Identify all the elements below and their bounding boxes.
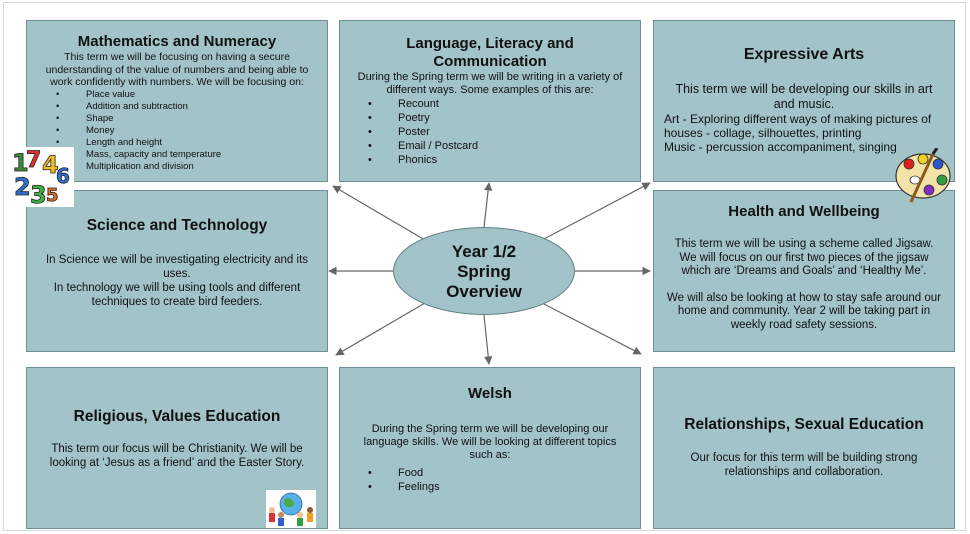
list-item: • Money — [27, 125, 327, 137]
health-p1: This term we will be using a scheme called Jigsaw. We will focus on our first two pieces of the jigsaw which are ‘Dreams and Goals’ and ‘Healthy Me’. — [674, 238, 934, 277]
science-p2: In technology we will be using tools and different techniques to create bird feeders. — [53, 282, 301, 308]
relationships-title: Relationships, Sexual Education — [684, 416, 924, 433]
health-p2: We will also be looking at how to stay safe around our home and community. Year 2 will be taking part in weekly road safety sessions. — [666, 291, 942, 331]
arts-title: Expressive Arts — [743, 46, 865, 63]
svg-text:2: 2 — [14, 173, 31, 201]
religious-p1: This term our focus will be Christianity. We will be looking at ‘Jesus as a friend’ and the Easter Story. — [49, 443, 305, 469]
svg-text:6: 6 — [56, 164, 70, 188]
paint-palette-icon — [893, 148, 957, 206]
svg-text:5: 5 — [46, 185, 59, 206]
language-list — [340, 97, 640, 167]
arrow-to-arts — [542, 183, 650, 240]
list-item: • Addition and subtraction — [27, 101, 327, 113]
relationships-box — [653, 367, 955, 529]
children-globe-icon — [266, 490, 316, 528]
svg-text:3: 3 — [30, 181, 47, 207]
welsh-title: Welsh — [468, 385, 512, 402]
list-item: • Mass, capacity and temperature — [27, 149, 327, 161]
center-line-2: Spring — [457, 262, 511, 281]
science-box — [26, 190, 328, 352]
list-item: • Shape — [27, 113, 327, 125]
arrow-to-relationships — [542, 303, 641, 354]
arrow-to-maths — [333, 186, 425, 240]
arrow-to-welsh — [484, 315, 489, 364]
list-item: • Food — [340, 466, 640, 480]
welsh-intro: During the Spring term we will be developing our language skills. We will be looking at different topics such as: — [363, 423, 617, 461]
welsh-box — [339, 367, 641, 529]
arts-music: Music - percussion accompaniment, singing — [664, 140, 897, 154]
religious-title: Religious, Values Education — [73, 408, 281, 425]
list-item: • Feelings — [340, 480, 640, 494]
list-item: • Multiplication and division — [27, 161, 327, 173]
science-p1: In Science we will be investigating electricity and its uses. — [45, 254, 309, 280]
center-line-1: Year 1/2 — [451, 242, 517, 261]
list-item: • Phonics — [340, 153, 640, 167]
svg-text:4: 4 — [42, 151, 59, 179]
list-item: • Length and height — [27, 137, 327, 149]
maths-title: Mathematics and Numeracy — [77, 33, 277, 50]
maths-intro: This term we will be focusing on having a secure understanding of the value of numbers and being able to work confidently with numbers. We will be focusing on: — [45, 51, 309, 88]
arrow-to-language — [484, 183, 489, 227]
center-line-3: Overview — [446, 282, 522, 301]
language-box — [339, 20, 641, 182]
health-title: Health and Wellbeing — [728, 203, 880, 220]
language-intro: During the Spring term we will be writing in a variety of different ways. Some examples of this are: — [357, 71, 623, 96]
numbers-clipart-icon — [8, 147, 74, 207]
arts-art: Art - Exploring different ways of making pictures of houses - collage, silhouettes, printing — [664, 112, 932, 140]
svg-text:7: 7 — [26, 148, 42, 173]
welsh-list — [340, 466, 640, 494]
list-item: • Email / Postcard — [340, 139, 640, 153]
arts-intro: This term we will be developing our skills in art and music. — [675, 82, 933, 111]
svg-text:1: 1 — [12, 149, 29, 177]
list-item: • Poster — [340, 125, 640, 139]
language-title: Language, Literacy and Communication — [406, 35, 574, 70]
list-item: • Recount — [340, 97, 640, 111]
list-item: • Place value — [27, 89, 327, 101]
science-title: Science and Technology — [86, 217, 268, 234]
relationships-p1: Our focus for this term will be building strong relationships and collaboration. — [690, 452, 918, 478]
arrow-to-religious — [336, 303, 425, 355]
list-item: • Poetry — [340, 111, 640, 125]
center-ellipse — [393, 227, 575, 315]
health-box — [653, 190, 955, 352]
